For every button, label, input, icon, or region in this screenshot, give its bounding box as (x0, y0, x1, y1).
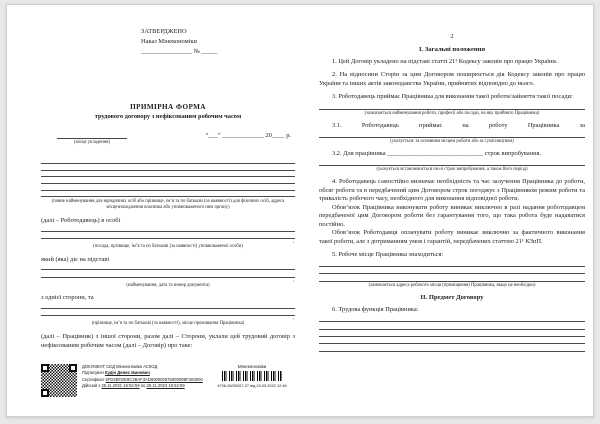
clause-4: 4. Роботодавець самостійно визначає необхідність та час залучення Працівника до роботи, обсяг роботи та в передбачений цим Договором строк погоджує з Працівником режим роботи та тривалість робочого часу, необхідного для виконання відповідної роботи. (319, 178, 585, 203)
page-2 (319, 5, 585, 416)
blank-line (41, 184, 295, 190)
signature-stamp (41, 364, 295, 397)
trailing-comma: , (292, 316, 294, 322)
certificate-row: Сертифікат 6FD4BFDE9C2BAF3AD60000057500000BF283000 (82, 376, 203, 382)
registration-stamp (209, 364, 295, 388)
signer-row: Підписувач Кудін Денис Іванович (82, 370, 150, 376)
title-line-2: трудового договору з нефіксованим робочим часом (94, 112, 242, 120)
blank-line (319, 330, 585, 337)
blank-line (319, 322, 585, 329)
clause-5: 5. Робоче місце Працівника знаходиться: (332, 250, 444, 258)
clause-2: 2. На відносини Сторін за цим Договором поширюється дія Кодексу законів про працю України та інших актів законодавства України, прийнятих відповідно до нього. (319, 71, 585, 87)
document-title (41, 103, 295, 120)
closing-paragraph: (далі – Працівник) з іншої сторони, разом далі – Сторони, уклали цей трудовий договір з нефіксованим робочим часом (далі – Договір) про таке: (41, 333, 295, 349)
blank-line (41, 233, 295, 239)
blank-line (319, 337, 585, 344)
trailing-comma: , (292, 238, 294, 244)
clause-3-2-caption: (указується встановлюється чи ні строк випробування, а також його період) (376, 167, 528, 173)
blank-line (319, 103, 585, 110)
clause-3-2: 3.2. Для працівника ______________________________ строк випробування. (332, 150, 542, 158)
clause-3-caption: (зазначається найменування роботи, професії або посади, на яку прийнято Працівника) (364, 110, 540, 116)
employer-caption: (повне найменування для юридичних осіб або прізвище, ім’я та по батькові (за наявності) для фізичних осіб, адреса місцезнаходження власника або уповноваженого ним органу) (51, 199, 285, 211)
trailing-comma: , (292, 277, 294, 283)
certificate-number: 6FD4BFDE9C2BAF3AD60000057500000BF283000 (105, 376, 203, 382)
section-1-heading: І. Загальні положення (418, 46, 486, 53)
blank-line (41, 225, 295, 231)
clause-1: 1. Цей Договір укладено на підставі статті 21¹ Кодексу законів про працю України. (332, 58, 558, 65)
blank-line (319, 274, 585, 281)
approved-label: ЗАТВЕРДЖЕНО (141, 28, 187, 35)
worker-caption: (прізвище, ім’я та по батькові (за наявності), місце проживання Працівника) (91, 321, 245, 327)
signer-name: Кудін Денис Іванович (104, 370, 150, 376)
section-2-heading: ІІ. Предмет Договору (420, 294, 484, 302)
page-number: 2 (450, 33, 454, 40)
official-caption: (посада, прізвище, ім’я та по батькові (за наявності) уповноваженої особи) (93, 243, 243, 249)
date-field: “___” _____________ 20____ р. (205, 131, 291, 139)
barcode-icon (222, 371, 282, 381)
qr-code-icon (41, 364, 77, 397)
acting-on-text: який (яка) діє на підставі (41, 255, 110, 263)
clause-4-cont-1: Обов’язок Працівника виконувати роботу виникає виключно в разі надання роботодавцем передбаченої цим Договором роботи без гарантування того, що така робота буде надаватися постійно. (319, 203, 585, 228)
blank-line (41, 171, 295, 177)
blank-line (41, 158, 295, 164)
org-name: Мінекономіки (237, 364, 267, 370)
blank-line (41, 178, 295, 184)
blank-line (319, 344, 585, 351)
clause-5-caption: (зазначається адреса робочого місця (приміщення) Працівника, якщо це необхідно) (368, 282, 536, 288)
clause-3: 3. Роботодавець приймає Працівника для виконання такої роботи/зайняття такої посади: (332, 93, 573, 101)
sheet (6, 4, 594, 417)
clause-4-cont-2: Обов’язок Роботодавця оплачувати роботу виникає виключно за фактичного виконання такої роботи, але з дотриманням умов і гарантій, передбачених статтею 21¹ КЗпП. (319, 229, 585, 245)
blank-line (319, 267, 585, 274)
signature-details (82, 364, 204, 389)
blank-line (319, 159, 585, 166)
workplace-lines (319, 259, 585, 281)
sed-system-label: ДОКУМЕНТ СЕД Мінекономіки АСКОД (82, 364, 158, 370)
document-caption: (найменування, дата та номер документа) (126, 282, 210, 288)
clause-3-1-caption: (указується: за основним місцем роботи або за сумісництвом) (390, 139, 514, 145)
approval-order: Наказ Мінекономіки (141, 37, 197, 45)
valid-to: 25.11.2023 16:52:59 (146, 382, 185, 388)
approval-number-line: ________________ № _____ (141, 47, 218, 55)
blank-line (41, 191, 295, 197)
blank-line (319, 315, 585, 322)
blank-line (319, 131, 585, 138)
blank-line (41, 310, 295, 316)
one-side-text: з однієї сторони, та (41, 294, 94, 302)
employer-name-lines (41, 158, 295, 198)
approval-block (141, 27, 295, 57)
blank-line (57, 132, 127, 139)
blank-line (41, 271, 295, 277)
employer-intro: (далі – Роботодавець) в особі (41, 217, 121, 225)
blank-line (41, 264, 295, 270)
place-field (49, 132, 135, 146)
clause-3-1: 3.1. Роботодавець приймає на роботу Працівника за (332, 121, 585, 129)
validity-row: Дійсний з 25.11.2021 16:52:59 по 25.11.2023 16:52:59 (82, 382, 185, 388)
place-date-row (41, 132, 295, 146)
blank-line (41, 164, 295, 170)
blank-line (319, 259, 585, 266)
blank-line (41, 303, 295, 309)
title-line-1: ПРИМІРНА ФОРМА (130, 102, 206, 111)
page-1 (41, 5, 295, 416)
valid-from: 25.11.2021 16:52:59 (101, 382, 140, 388)
registration-number: 4706-06/05267-07 від 15.09.2022 12:46 (217, 382, 287, 388)
place-caption: (місце укладення) (74, 139, 110, 145)
official-lines (41, 225, 295, 243)
function-lines (319, 315, 585, 352)
worker-lines (41, 303, 295, 321)
clause-6: 6. Трудова функція Працівника: (332, 306, 419, 314)
document-lines (41, 264, 295, 282)
